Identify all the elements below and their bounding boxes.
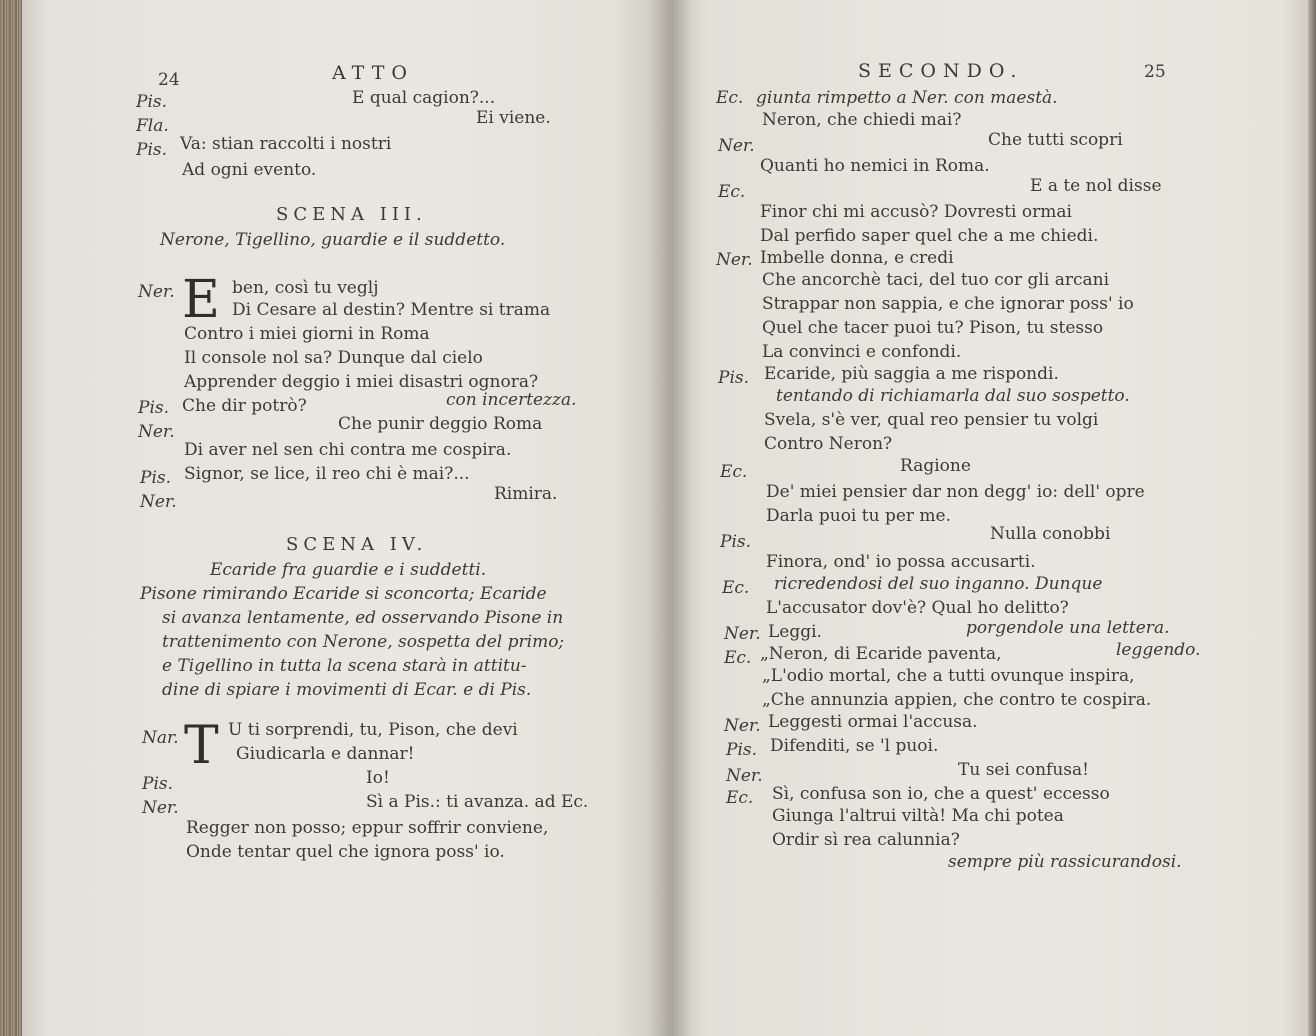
page-edges	[0, 0, 22, 1036]
verse-line: Che tutti scopri	[988, 130, 1123, 150]
speaker: Pis.	[726, 740, 758, 760]
verse-line: Ad ogni evento.	[182, 160, 317, 180]
speaker: Ec.	[718, 182, 746, 202]
speaker: Ner.	[726, 766, 763, 786]
verse-line: Onde tentar quel che ignora poss' io.	[186, 842, 505, 862]
verse-line: „Neron, di Ecaride paventa,	[760, 644, 1002, 664]
verse-line: Di Cesare al destin? Mentre si trama	[232, 300, 551, 320]
verse-line: Giudicarla e dannar!	[236, 744, 415, 764]
verse-line: De' miei pensier dar non degg' io: dell' opre	[766, 482, 1145, 502]
speaker: Ner.	[142, 798, 179, 818]
verse-line: L'accusator dov'è? Qual ho delitto?	[766, 598, 1069, 618]
running-head: SECONDO.	[858, 60, 1024, 82]
verse-line: „L'odio mortal, che a tutti ovunque inspira,	[762, 666, 1135, 686]
page-edge-right	[1308, 0, 1316, 1036]
stage-direction: giunta rimpetto a Ner. con maestà.	[756, 88, 1058, 108]
scene-cast: Nerone, Tigellino, guardie e il suddetto.	[160, 230, 506, 250]
stage-direction: leggendo.	[1116, 640, 1201, 660]
speaker: Ner.	[718, 136, 755, 156]
verse-line: ben, così tu veglj	[232, 278, 379, 298]
scene-cast: Ecaride fra guardie e i suddetti.	[210, 560, 487, 580]
verse-line: Signor, se lice, il reo chi è mai?...	[184, 464, 470, 484]
verse-line: Rimira.	[494, 484, 558, 504]
verse-line: Quel che tacer puoi tu? Pison, tu stesso	[762, 318, 1104, 338]
verse-line: Ordir sì rea calunnia?	[772, 830, 960, 850]
verse-line: Finora, ond' io possa accusarti.	[766, 552, 1036, 572]
verse-line: Regger non posso; eppur soffrir conviene,	[186, 818, 549, 838]
verse-line: Apprender deggio i miei disastri ognora?	[184, 372, 539, 392]
verse-line: E a te nol disse	[1030, 176, 1162, 196]
stage-direction: ricredendosi del suo inganno. Dunque	[774, 574, 1103, 594]
verse-line: „Che annunzia appien, che contro te cospira.	[762, 690, 1152, 710]
verse-line: Sì, confusa son io, che a quest' eccesso	[772, 784, 1110, 804]
stage-direction: sempre più rassicurandosi.	[948, 852, 1182, 872]
verse-line: Dal perfido saper quel che a me chiedi.	[760, 226, 1099, 246]
speaker: Ec.	[720, 462, 748, 482]
stage-direction: con incertezza.	[446, 390, 577, 410]
verse-line: Difenditi, se 'l puoi.	[770, 736, 939, 756]
page-number: 25	[1144, 62, 1166, 82]
verse-line: Di aver nel sen chi contra me cospira.	[184, 440, 512, 460]
stage-direction: Pisone rimirando Ecaride si sconcorta; Ecaride	[140, 584, 547, 604]
speaker: Ner.	[724, 624, 761, 644]
verse-line: Neron, che chiedi mai?	[762, 110, 962, 130]
verse-line: Finor chi mi accusò? Dovresti ormai	[760, 202, 1072, 222]
verse-line: Ragione	[900, 456, 971, 476]
book-gutter	[648, 0, 692, 1036]
verse-line: Leggesti ormai l'accusa.	[768, 712, 978, 732]
speaker: Nar.	[142, 728, 179, 748]
speaker: Pis.	[136, 92, 168, 112]
verse-line: Giunga l'altrui viltà! Ma chi potea	[772, 806, 1064, 826]
speaker: Ec.	[726, 788, 754, 808]
speaker: Ner.	[716, 250, 753, 270]
speaker: Ner.	[140, 492, 177, 512]
verse-line: Sì a Pis.: ti avanza. ad Ec.	[366, 792, 589, 812]
verse-line: Contro Neron?	[764, 434, 893, 454]
scene-title: SCENA IV.	[286, 534, 428, 555]
verse-line: Che ancorchè taci, del tuo cor gli arcani	[762, 270, 1110, 290]
speaker: Ec.	[724, 648, 752, 668]
right-page	[668, 0, 1308, 1036]
stage-direction: dine di spiare i movimenti di Ecar. e di Pis.	[162, 680, 532, 700]
verse-line: Strappar non sappia, e che ignorar poss' io	[762, 294, 1134, 314]
scene-title: SCENA III.	[276, 204, 427, 225]
stage-direction: e Tigellino in tutta la scena starà in attitu-	[162, 656, 527, 676]
stage-direction: tentando di richiamarla dal suo sospetto.	[776, 386, 1130, 406]
speaker: Ec.	[716, 88, 744, 108]
speaker: Ner.	[724, 716, 761, 736]
verse-line: Nulla conobbi	[990, 524, 1111, 544]
page-number: 24	[158, 70, 180, 90]
stage-direction: trattenimento con Nerone, sospetta del primo;	[162, 632, 565, 652]
verse-line: Ei viene.	[476, 108, 551, 128]
speaker: Pis.	[136, 140, 168, 160]
drop-cap: E	[182, 270, 220, 330]
verse-line: Tu sei confusa!	[958, 760, 1089, 780]
speaker: Pis.	[138, 398, 170, 418]
speaker: Pis.	[140, 468, 172, 488]
verse-line: Che dir potrò?	[182, 396, 307, 416]
drop-cap: T	[184, 716, 219, 776]
speaker: Ner.	[138, 422, 175, 442]
verse-line: Quanti ho nemici in Roma.	[760, 156, 990, 176]
verse-line: U ti sorprendi, tu, Pison, che devi	[228, 720, 518, 740]
left-page	[22, 0, 668, 1036]
verse-line: Contro i miei giorni in Roma	[184, 324, 430, 344]
verse-line: Ecaride, più saggia a me rispondi.	[764, 364, 1059, 384]
verse-line: Imbelle donna, e credi	[760, 248, 954, 268]
verse-line: Darla puoi tu per me.	[766, 506, 952, 526]
speaker: Ec.	[722, 578, 750, 598]
speaker: Ner.	[138, 282, 175, 302]
stage-direction: si avanza lentamente, ed osservando Pisone in	[162, 608, 564, 628]
stage-direction: porgendole una lettera.	[966, 618, 1170, 638]
verse-line: Svela, s'è ver, qual reo pensier tu volgi	[764, 410, 1099, 430]
speaker: Fla.	[136, 116, 169, 136]
verse-line: Va: stian raccolti i nostri	[180, 134, 392, 154]
speaker: Pis.	[718, 368, 750, 388]
running-head: ATTO	[332, 62, 414, 84]
verse-line: Io!	[366, 768, 390, 788]
speaker: Pis.	[720, 532, 752, 552]
verse-line: Il console nol sa? Dunque dal cielo	[184, 348, 483, 368]
speaker: Pis.	[142, 774, 174, 794]
verse-line: Che punir deggio Roma	[338, 414, 543, 434]
verse-line: Leggi.	[768, 622, 822, 642]
verse-line: E qual cagion?...	[352, 88, 496, 108]
verse-line: La convinci e confondi.	[762, 342, 962, 362]
